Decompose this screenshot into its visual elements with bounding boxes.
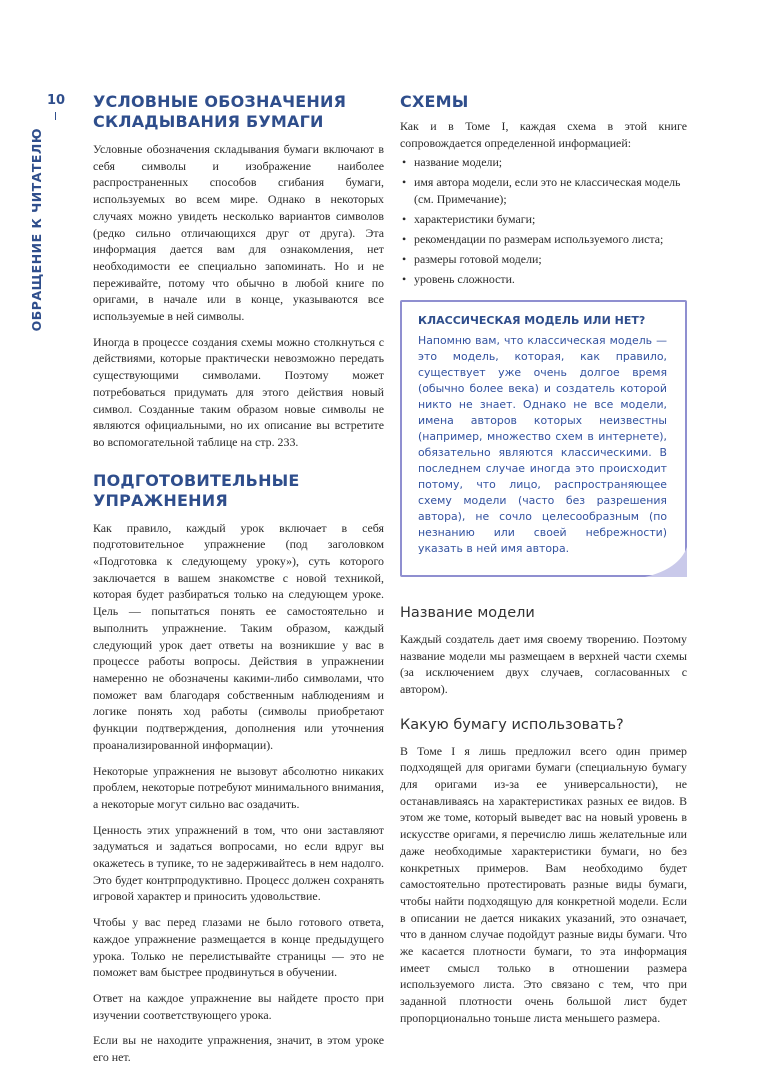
callout-text: Напомню вам, что классическая модель — это модель, которая, как правило, существует уже очень долгое время (обычно более века) и создатель которой никто не знает. Однако не все модели, имена авторов которых неизвестны (например, множество схем в интернете), обязательно являются классическими. В последнем случае иногда это происходит потому, что лицо, распространяющее схему модели (часто без разрешения автора), не сочло целесообразным (по незнанию или своей небрежности) указать в ней имя автора. [418,333,667,555]
symbols-paragraph-2: Иногда в процессе создания схемы можно столкнуться с действиями, которые практически невозможно передать существующими символами. Поэтому может потребоваться придумать для этого действия новый символ. Созданные таким образом новые символы не являются официальными, но их описание вы встретите во вспомогательной таблице на стр. 233. [93,334,384,449]
exercises-paragraph-1: Как правило, каждый урок включает в себя подготовительное упражнение (под заголовком «Подготовка к следующему уроку»), суть которого заключается в вашем знакомстве с новой техникой, которая будет разбираться только на следующем уроке. Цель — попытаться понять ее самостоятельно и выполнить упражнение. Таким образом, каждый следующий урок дает ответы на возникшие у вас в процессе работы вопросы. Действия в упражнении намеренно не обозначены какими-либо символами, что поможет вам благодаря собственным наблюдениям и логике понять ход работы (символы приобретают функции подтверждения, дополнения или уточнения проанализированной информации). [93,520,384,752]
heading-paper-choice: Какую бумагу использовать? [400,716,624,733]
exercises-paragraph-4: Чтобы у вас перед глазами не было готового ответа, каждое упражнение размещается в конце предыдущего урока. Только не перелистывайте страницы — это не поможет вам быстрее продвинуться в обучении. [93,915,384,980]
page-number: 10 [46,93,66,108]
folded-corner-icon [645,547,687,577]
exercises-paragraph-5: Ответ на каждое упражнение вы найдете просто при изучении соответствующего урока. [93,990,384,1022]
heading-symbols-line2: СКЛАДЫВАНИЯ БУМАГИ [93,112,324,131]
bullet-glyph: • [402,272,407,287]
heading-schemes: СХЕМЫ [400,92,469,111]
list-item-text: рекомендации по размерам используемого листа; [414,232,664,247]
list-item [400,251,687,268]
model-name-paragraph: Каждый создатель дает имя своему творению. Поэтому название модели мы размещаем в верхней части схемы (за исключением двух случаев, согласованных с автором). [400,631,687,696]
page-number-tick [55,112,56,120]
left-column [93,92,384,1066]
paper-choice-paragraph: В Томе I я лишь предложил всего один пример подходящей для оригами бумаги (специальную бумагу для оригами из-за ее универсальности), не останавливаясь на характеристиках разных ее видов. В этом же томе, который выведет вас на новый уровень в искусстве оригами, я перечислю лишь желательные или даже необходимые характеристики бумаги, но без конкретных примеров. Вам необходимо будет самостоятельно протестировать разные виды бумаги, чтобы найти подходящую для конкретной модели. Если в описании не дается никаких указаний, это означает, что в данном случае подойдут разные виды бумаги. Что же касается плотности бумаги, то эта информация имеет смысл только в отношении размера используемого листа. Это связано с тем, что при заданной плотности очень большой лист будет пропорционально тоньше листа меньшего размера. [400,743,687,1025]
section-side-label: ОБРАЩЕНИЕ К ЧИТАТЕЛЮ [29,128,44,332]
schemes-intro: Как и в Томе I, каждая схема в этой книге сопровождается определенной информацией: [400,119,687,150]
bullet-glyph: • [402,155,407,170]
list-item-text: название модели; [414,155,503,170]
list-item [400,231,687,248]
heading-symbols-line1: УСЛОВНЫЕ ОБОЗНАЧЕНИЯ [93,92,347,111]
right-column [400,92,687,1027]
list-item [400,174,687,207]
exercises-paragraph-6: Если вы не находите упражнения, значит, в этом уроке его нет. [93,1033,384,1065]
list-item-text: уровень сложности. [414,272,515,287]
exercises-paragraph-2: Некоторые упражнения не вызовут абсолютно никаких проблем, некоторые потребуют минимального внимания, а некоторые могут сильно вас озадачить. [93,763,384,811]
schemes-info-list [400,154,687,287]
list-item-text: размеры готовой модели; [414,252,542,267]
heading-model-name: Название модели [400,604,535,621]
symbols-paragraph-1: Условные обозначения складывания бумаги включают в себя символы и изображение наиболее распространенных способов сгибания бумаги, используемых во всем мире. Однако в некоторых случаях можно увидеть несколько вариантов символов (редко сильно отличающихся друг от друга). Эта информация дается вам для ознакомления, нет необходимости ее специально запоминать. Но и не переживайте, потому что обычно в любой книге по оригами, в начале или в конце, указываются все используемые в ней символы. [93,142,384,324]
list-item [400,154,687,171]
list-item-text: характеристики бумаги; [414,212,536,227]
heading-symbols [93,92,384,132]
bullet-glyph: • [402,252,407,267]
classic-model-callout [400,300,687,577]
bullet-glyph: • [402,175,407,190]
callout-title: КЛАССИЧЕСКАЯ МОДЕЛЬ ИЛИ НЕТ? [418,313,646,327]
list-item [400,211,687,228]
list-item [400,271,687,288]
exercises-paragraph-3: Ценность этих упражнений в том, что они заставляют задуматься и задаться вопросами, но если вдруг вы окажетесь в тупике, то не задерживайтесь в нем надолго. Это будет контрпродуктивно. Процесс должен сохранять игровой характер и приносить удовольствие. [93,822,384,904]
heading-exercises: ПОДГОТОВИТЕЛЬНЫЕ УПРАЖНЕНИЯ [93,470,300,510]
bullet-glyph: • [402,232,407,247]
list-item-text: имя автора модели, если это не классическая модель (см. Примечание); [414,175,681,207]
bullet-glyph: • [402,212,407,227]
